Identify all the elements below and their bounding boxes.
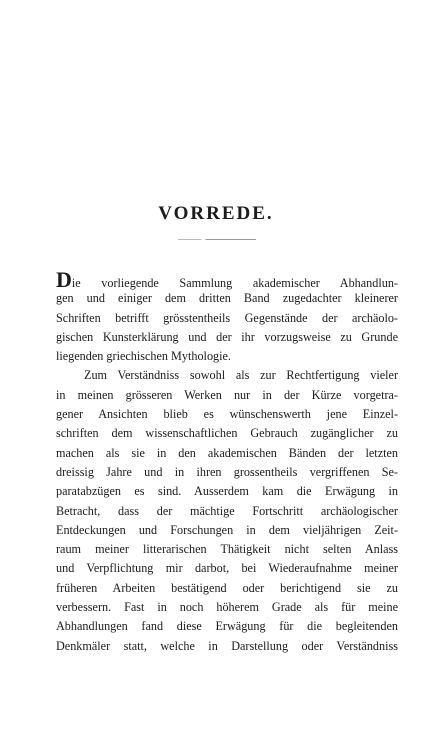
text-line: paratabzügen es sind. Ausserdem kam die Erwägung in	[56, 484, 398, 499]
drop-cap: D	[56, 267, 72, 292]
text-line: dreissig Jahre und in ihren grossentheils vergriffenen Se-	[56, 464, 398, 479]
text-line: und Verpflichtung mir darbot, bei Wiederaufnahme meiner	[56, 561, 398, 576]
text-line: Entdeckungen und Forschungen in dem vieljährigen Zeit-	[56, 522, 398, 537]
text-line: machen als sie in den akademischen Bänden der letzten	[56, 445, 398, 460]
text-line: Die vorliegende Sammlung akademischer Abhandlun-	[56, 267, 398, 292]
preface-body	[56, 267, 398, 656]
text-line: Betracht, dass der mächtige Fortschritt archäologischer	[56, 503, 398, 518]
text-line: gen und einiger dem dritten Band zugedachter kleinerer	[56, 291, 398, 306]
text-line: früheren Arbeiten bestätigend oder berichtigend sie zu	[56, 580, 398, 595]
text-line: Denkmäler statt, welche in Darstellung oder Verständniss	[56, 638, 398, 653]
text-line: gischen Kunsterklärung und der ihr vorzugsweise zu Grunde	[56, 329, 398, 344]
page-title: VORREDE.	[158, 203, 274, 224]
title-rule	[178, 239, 256, 240]
text-line: raum meiner litterarischen Thätigkeit nicht selten Anlass	[56, 542, 398, 557]
text-line: Schriften betrifft grösstentheils Gegenstände der archäolo-	[56, 310, 398, 325]
text-line: in meinen grösseren Werken nur in der Kürze vorgetra-	[56, 387, 398, 402]
text-line: liegenden griechischen Mythologie.	[56, 349, 231, 364]
text-line: verbessern. Fast in noch höherem Grade als für meine	[56, 600, 398, 615]
text-line: Abhandlungen fand diese Erwägung für die begleitenden	[56, 619, 398, 634]
text-line: Zum Verständniss sowohl als zur Rechtfertigung vieler	[84, 368, 398, 383]
text-line: gener Ansichten blieb es wünschenswerth jene Einzel-	[56, 407, 398, 422]
text-line: schriften dem wissenschaftlichen Gebrauch zugänglicher zu	[56, 426, 398, 441]
